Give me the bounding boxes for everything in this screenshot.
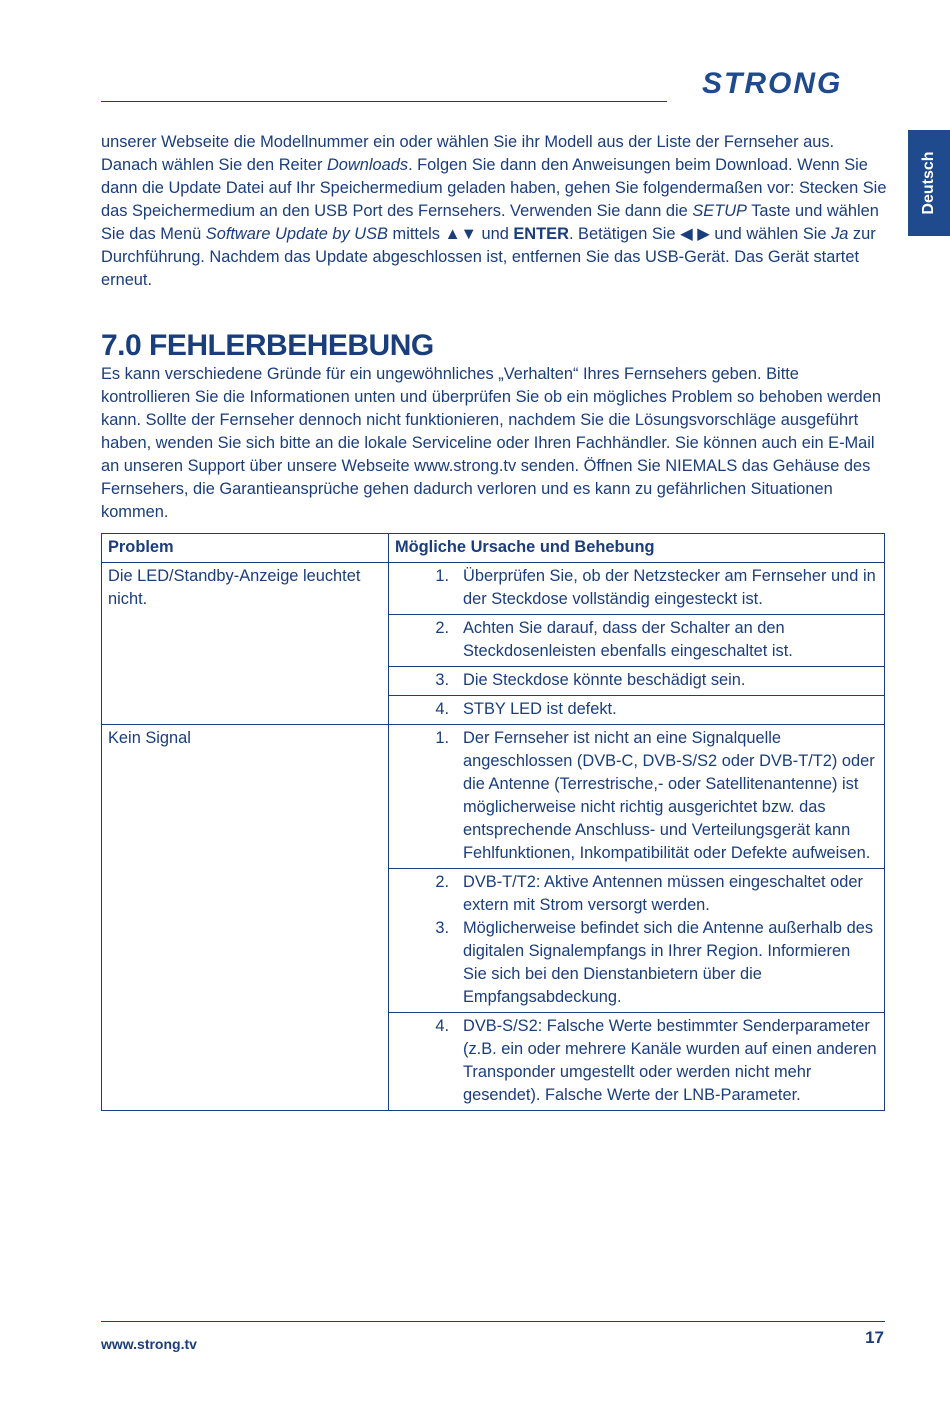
item-text: STBY LED ist defekt. — [463, 700, 617, 718]
solution-cell — [389, 725, 885, 869]
section-description: Es kann verschiedene Gründe für ein ungewöhnliches „Verhalten“ Ihres Fernsehers geben. Bitte kontrollieren Sie die Informationen unten und überprüfen Sie ob ein mögliches Problem so behoben werden kann. Sollte der Fernseher dennoch nicht funktionieren, nachdem Sie die Lösungsvorschläge ausgeführt haben, wenden Sie sich bitte an die lokale Serviceline oder Ihren Fachhändler. Sie können auch ein E-Mail an unseren Support über unsere Webseite www.strong.tv senden. Öffnen Sie NIEMALS das Gehäuse des Fernsehers, die Garantieansprüche gehen dadurch verloren und es kann zu gefährlichen Situationen kommen. — [101, 365, 881, 521]
list-item — [395, 871, 878, 917]
header-cause: Mögliche Ursache und Behebung — [389, 534, 885, 563]
list-item — [395, 727, 878, 865]
table-row — [102, 563, 885, 615]
header-problem: Problem — [102, 534, 389, 563]
troubleshooting-table — [101, 533, 885, 1111]
solution-cell — [389, 869, 885, 1013]
table-header-row — [102, 534, 885, 563]
page-number: 17 — [865, 1328, 884, 1347]
solution-cell — [389, 1013, 885, 1111]
footer-url[interactable]: www.strong.tv — [101, 1336, 197, 1352]
item-text: Der Fernseher ist nicht an eine Signalquelle angeschlossen (DVB-C, DVB-S/S2 oder DVB-T/T2) oder die Antenne (Terrestrische,- oder Satellitenantenne) ist möglicherweise nicht richtig ausgerichtet bzw. das entsprechende Anschluss- und Verteilungsgerät kann Fehlfunktionen, Inkompatibilität oder Defekte aufweisen. — [463, 729, 875, 862]
solution-cell — [389, 667, 885, 696]
header-rule — [101, 101, 667, 102]
item-text: Überprüfen Sie, ob der Netzstecker am Fernseher und in der Steckdose vollständig eingesteckt ist. — [463, 567, 876, 608]
problem-cell: Kein Signal — [102, 725, 389, 1111]
item-number: 1. — [435, 567, 449, 585]
intro-paragraph: unserer Webseite die Modellnummer ein oder wählen Sie ihr Modell aus der Liste der Fernseher aus. Danach wählen Sie den Reiter Downloads. Folgen Sie dann den Anweisungen beim Download. Wenn Sie dann die Update Datei auf Ihr Speichermedium geladen haben, gehen Sie folgendermaßen vor: Stecken Sie das Speichermedium an den USB Port des Fernsehers. Verwenden Sie dann die SETUP Taste und wählen Sie das Menü Software Update by USB mittels ▲▼ und ENTER. Betätigen Sie ◀ ▶ und wählen Sie Ja zur Durchführung. Nachdem das Update abgeschlossen ist, entfernen Sie das USB-Gerät. Das Gerät startet erneut. — [101, 133, 887, 289]
language-tab[interactable] — [908, 130, 950, 236]
solution-cell — [389, 615, 885, 667]
list-item — [395, 917, 878, 1009]
list-item — [395, 1015, 878, 1107]
item-text: DVB-T/T2: Aktive Antennen müssen eingeschaltet oder extern mit Strom versorgt werden. — [463, 873, 863, 914]
item-text: Achten Sie darauf, dass der Schalter an den Steckdosenleisten ebenfalls eingeschaltet ist. — [463, 619, 793, 660]
item-number: 3. — [435, 919, 449, 937]
item-text: Möglicherweise befindet sich die Antenne außerhalb des digitalen Signalempfangs in Ihrer Region. Informieren Sie sich bei den Dienstanbietern über die Empfangsabdeckung. — [463, 919, 874, 1006]
list-item — [395, 669, 878, 692]
section-heading: 7.0 FEHLERBEHEBUNG — [101, 329, 434, 362]
item-number: 2. — [435, 619, 449, 637]
table-row — [102, 725, 885, 869]
problem-cell: Die LED/Standby-Anzeige leuchtet nicht. — [102, 563, 389, 725]
solution-cell — [389, 563, 885, 615]
strong-logo — [700, 62, 885, 102]
item-text: Die Steckdose könnte beschädigt sein. — [463, 671, 746, 689]
footer-rule — [101, 1321, 885, 1322]
item-number: 1. — [435, 729, 449, 747]
item-text: DVB-S/S2: Falsche Werte bestimmter Senderparameter (z.B. ein oder mehrere Kanäle wurden auf einen anderen Transponder umgestellt oder werden nicht mehr gesendet). Falsche Werte der LNB-Parameter. — [463, 1017, 877, 1104]
item-number: 4. — [435, 700, 449, 718]
language-tab-label: Deutsch — [920, 151, 937, 215]
list-item — [395, 565, 878, 611]
svg-text:STRONG: STRONG — [702, 67, 843, 100]
item-number: 4. — [435, 1017, 449, 1035]
item-number: 2. — [435, 873, 449, 891]
list-item — [395, 698, 878, 721]
solution-cell — [389, 696, 885, 725]
list-item — [395, 617, 878, 663]
item-number: 3. — [435, 671, 449, 689]
